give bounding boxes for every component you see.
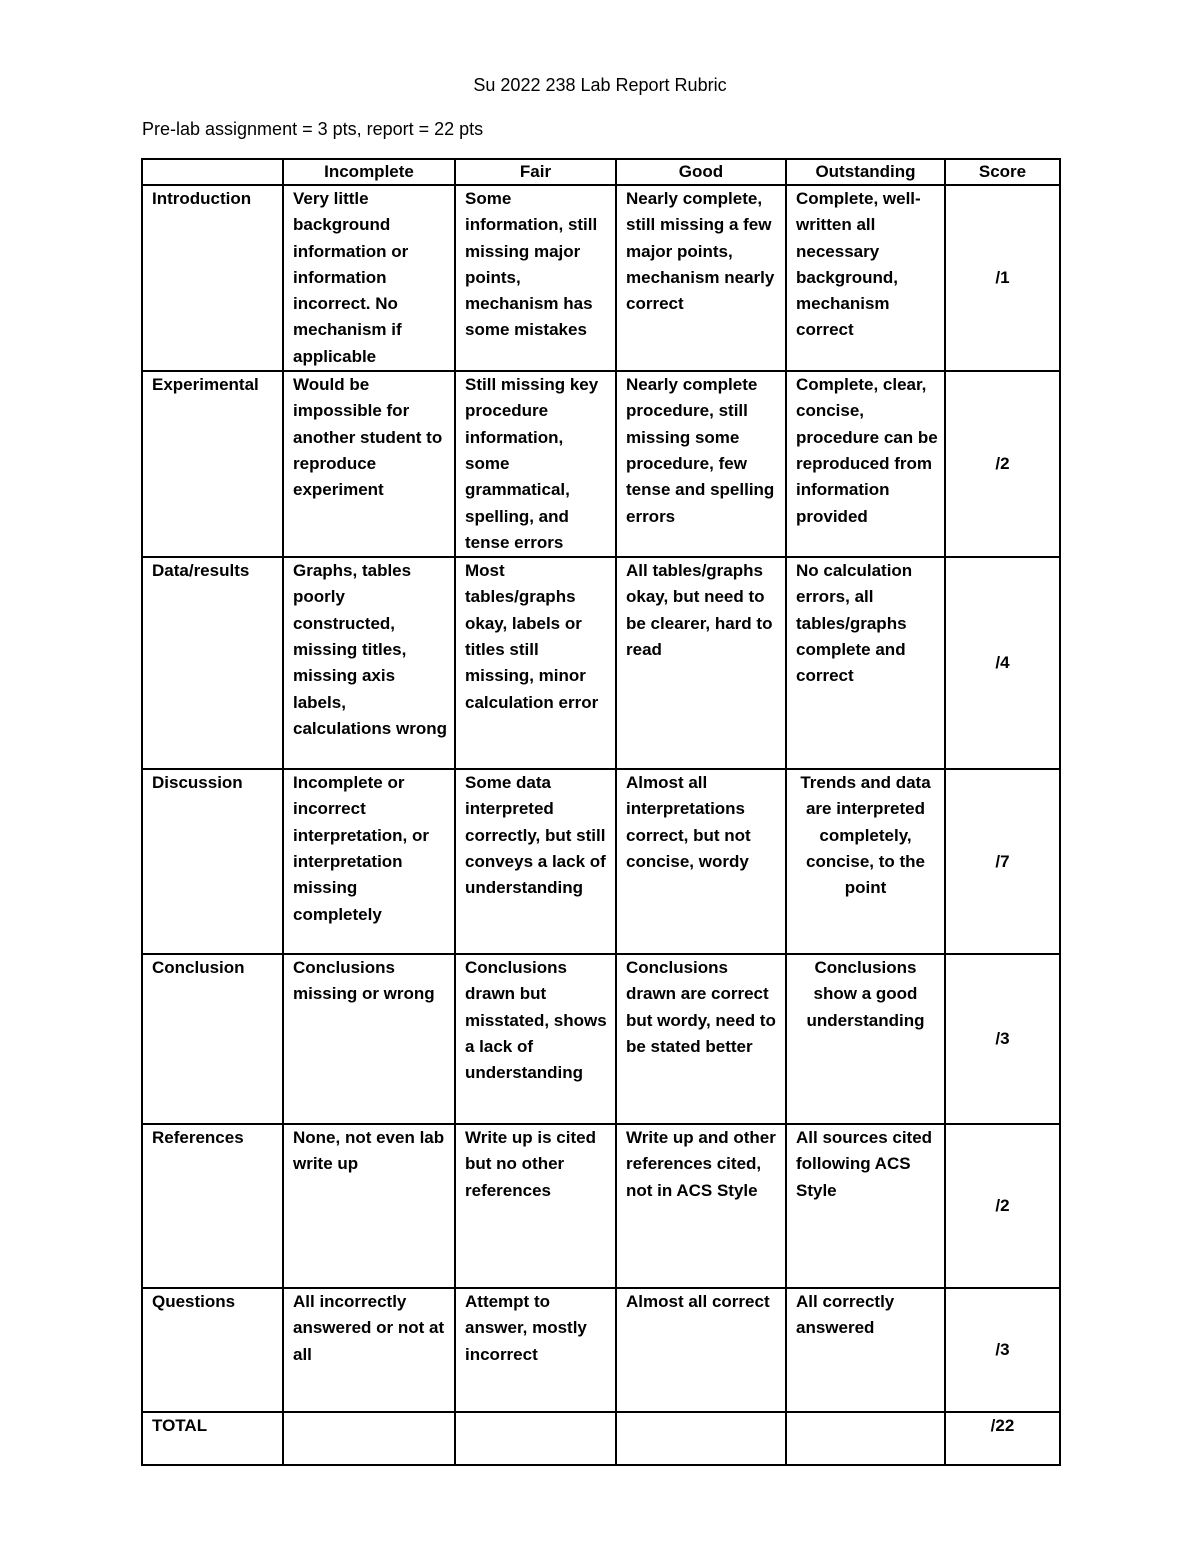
outstanding-cell: No calculation errors, all tables/graphs complete and correct — [786, 557, 945, 769]
outstanding-cell — [786, 1412, 945, 1465]
fair-cell: Attempt to answer, mostly incorrect — [455, 1288, 616, 1412]
category-cell: Experimental — [142, 371, 283, 557]
incomplete-cell: Very little background information or information incorrect. No mechanism if applicable — [283, 185, 455, 371]
total-score-cell: /22 — [945, 1412, 1060, 1465]
header-incomplete: Incomplete — [283, 159, 455, 185]
outstanding-cell: Complete, clear, concise, procedure can be reproduced from information provided — [786, 371, 945, 557]
good-cell: Write up and other references cited, not in ACS Style — [616, 1124, 786, 1288]
header-outstanding: Outstanding — [786, 159, 945, 185]
fair-cell: Still missing key procedure information, some grammatical, spelling, and tense errors — [455, 371, 616, 557]
score-cell: /3 — [945, 954, 1060, 1124]
score-cell: /4 — [945, 557, 1060, 769]
good-cell: Almost all interpretations correct, but not concise, wordy — [616, 769, 786, 954]
score-cell: /3 — [945, 1288, 1060, 1412]
table-row — [142, 371, 1060, 557]
fair-cell: Write up is cited but no other references — [455, 1124, 616, 1288]
score-cell: /7 — [945, 769, 1060, 954]
category-cell: Discussion — [142, 769, 283, 954]
outstanding-cell: All correctly answered — [786, 1288, 945, 1412]
incomplete-cell: Incomplete or incorrect interpretation, or interpretation missing completely — [283, 769, 455, 954]
fair-cell: Some information, still missing major points, mechanism has some mistakes — [455, 185, 616, 371]
table-row — [142, 954, 1060, 1124]
fair-cell: Some data interpreted correctly, but still conveys a lack of understanding — [455, 769, 616, 954]
table-row — [142, 1288, 1060, 1412]
outstanding-cell: Conclusions show a good understanding — [786, 954, 945, 1124]
incomplete-cell: None, not even lab write up — [283, 1124, 455, 1288]
score-cell: /1 — [945, 185, 1060, 371]
category-cell: Introduction — [142, 185, 283, 371]
total-row — [142, 1412, 1060, 1465]
incomplete-cell: All incorrectly answered or not at all — [283, 1288, 455, 1412]
category-cell: Data/results — [142, 557, 283, 769]
table-row — [142, 185, 1060, 371]
table-row — [142, 557, 1060, 769]
good-cell: Almost all correct — [616, 1288, 786, 1412]
outstanding-cell: Trends and data are interpreted completely, concise, to the point — [786, 769, 945, 954]
header-good: Good — [616, 159, 786, 185]
rubric-table — [141, 158, 1061, 1466]
header-row — [142, 159, 1060, 185]
category-cell: Questions — [142, 1288, 283, 1412]
good-cell: Nearly complete, still missing a few major points, mechanism nearly correct — [616, 185, 786, 371]
category-cell: TOTAL — [142, 1412, 283, 1465]
outstanding-cell: Complete, well-written all necessary background, mechanism correct — [786, 185, 945, 371]
good-cell: Nearly complete procedure, still missing some procedure, few tense and spelling errors — [616, 371, 786, 557]
fair-cell: Most tables/graphs okay, labels or titles still missing, minor calculation error — [455, 557, 616, 769]
good-cell — [616, 1412, 786, 1465]
page-title: Su 2022 238 Lab Report Rubric — [473, 75, 727, 95]
header-blank — [142, 159, 283, 185]
incomplete-cell — [283, 1412, 455, 1465]
incomplete-cell: Graphs, tables poorly constructed, missing titles, missing axis labels, calculations wrong — [283, 557, 455, 769]
category-cell: Conclusion — [142, 954, 283, 1124]
category-cell: References — [142, 1124, 283, 1288]
outstanding-cell: All sources cited following ACS Style — [786, 1124, 945, 1288]
table-row — [142, 769, 1060, 954]
score-cell: /2 — [945, 371, 1060, 557]
fair-cell: Conclusions drawn but misstated, shows a lack of understanding — [455, 954, 616, 1124]
score-cell: /2 — [945, 1124, 1060, 1288]
header-score: Score — [945, 159, 1060, 185]
incomplete-cell: Would be impossible for another student to reproduce experiment — [283, 371, 455, 557]
table-row — [142, 1124, 1060, 1288]
good-cell: All tables/graphs okay, but need to be clearer, hard to read — [616, 557, 786, 769]
good-cell: Conclusions drawn are correct but wordy, need to be stated better — [616, 954, 786, 1124]
fair-cell — [455, 1412, 616, 1465]
header-fair: Fair — [455, 159, 616, 185]
incomplete-cell: Conclusions missing or wrong — [283, 954, 455, 1124]
points-summary: Pre-lab assignment = 3 pts, report = 22 pts — [142, 119, 484, 139]
